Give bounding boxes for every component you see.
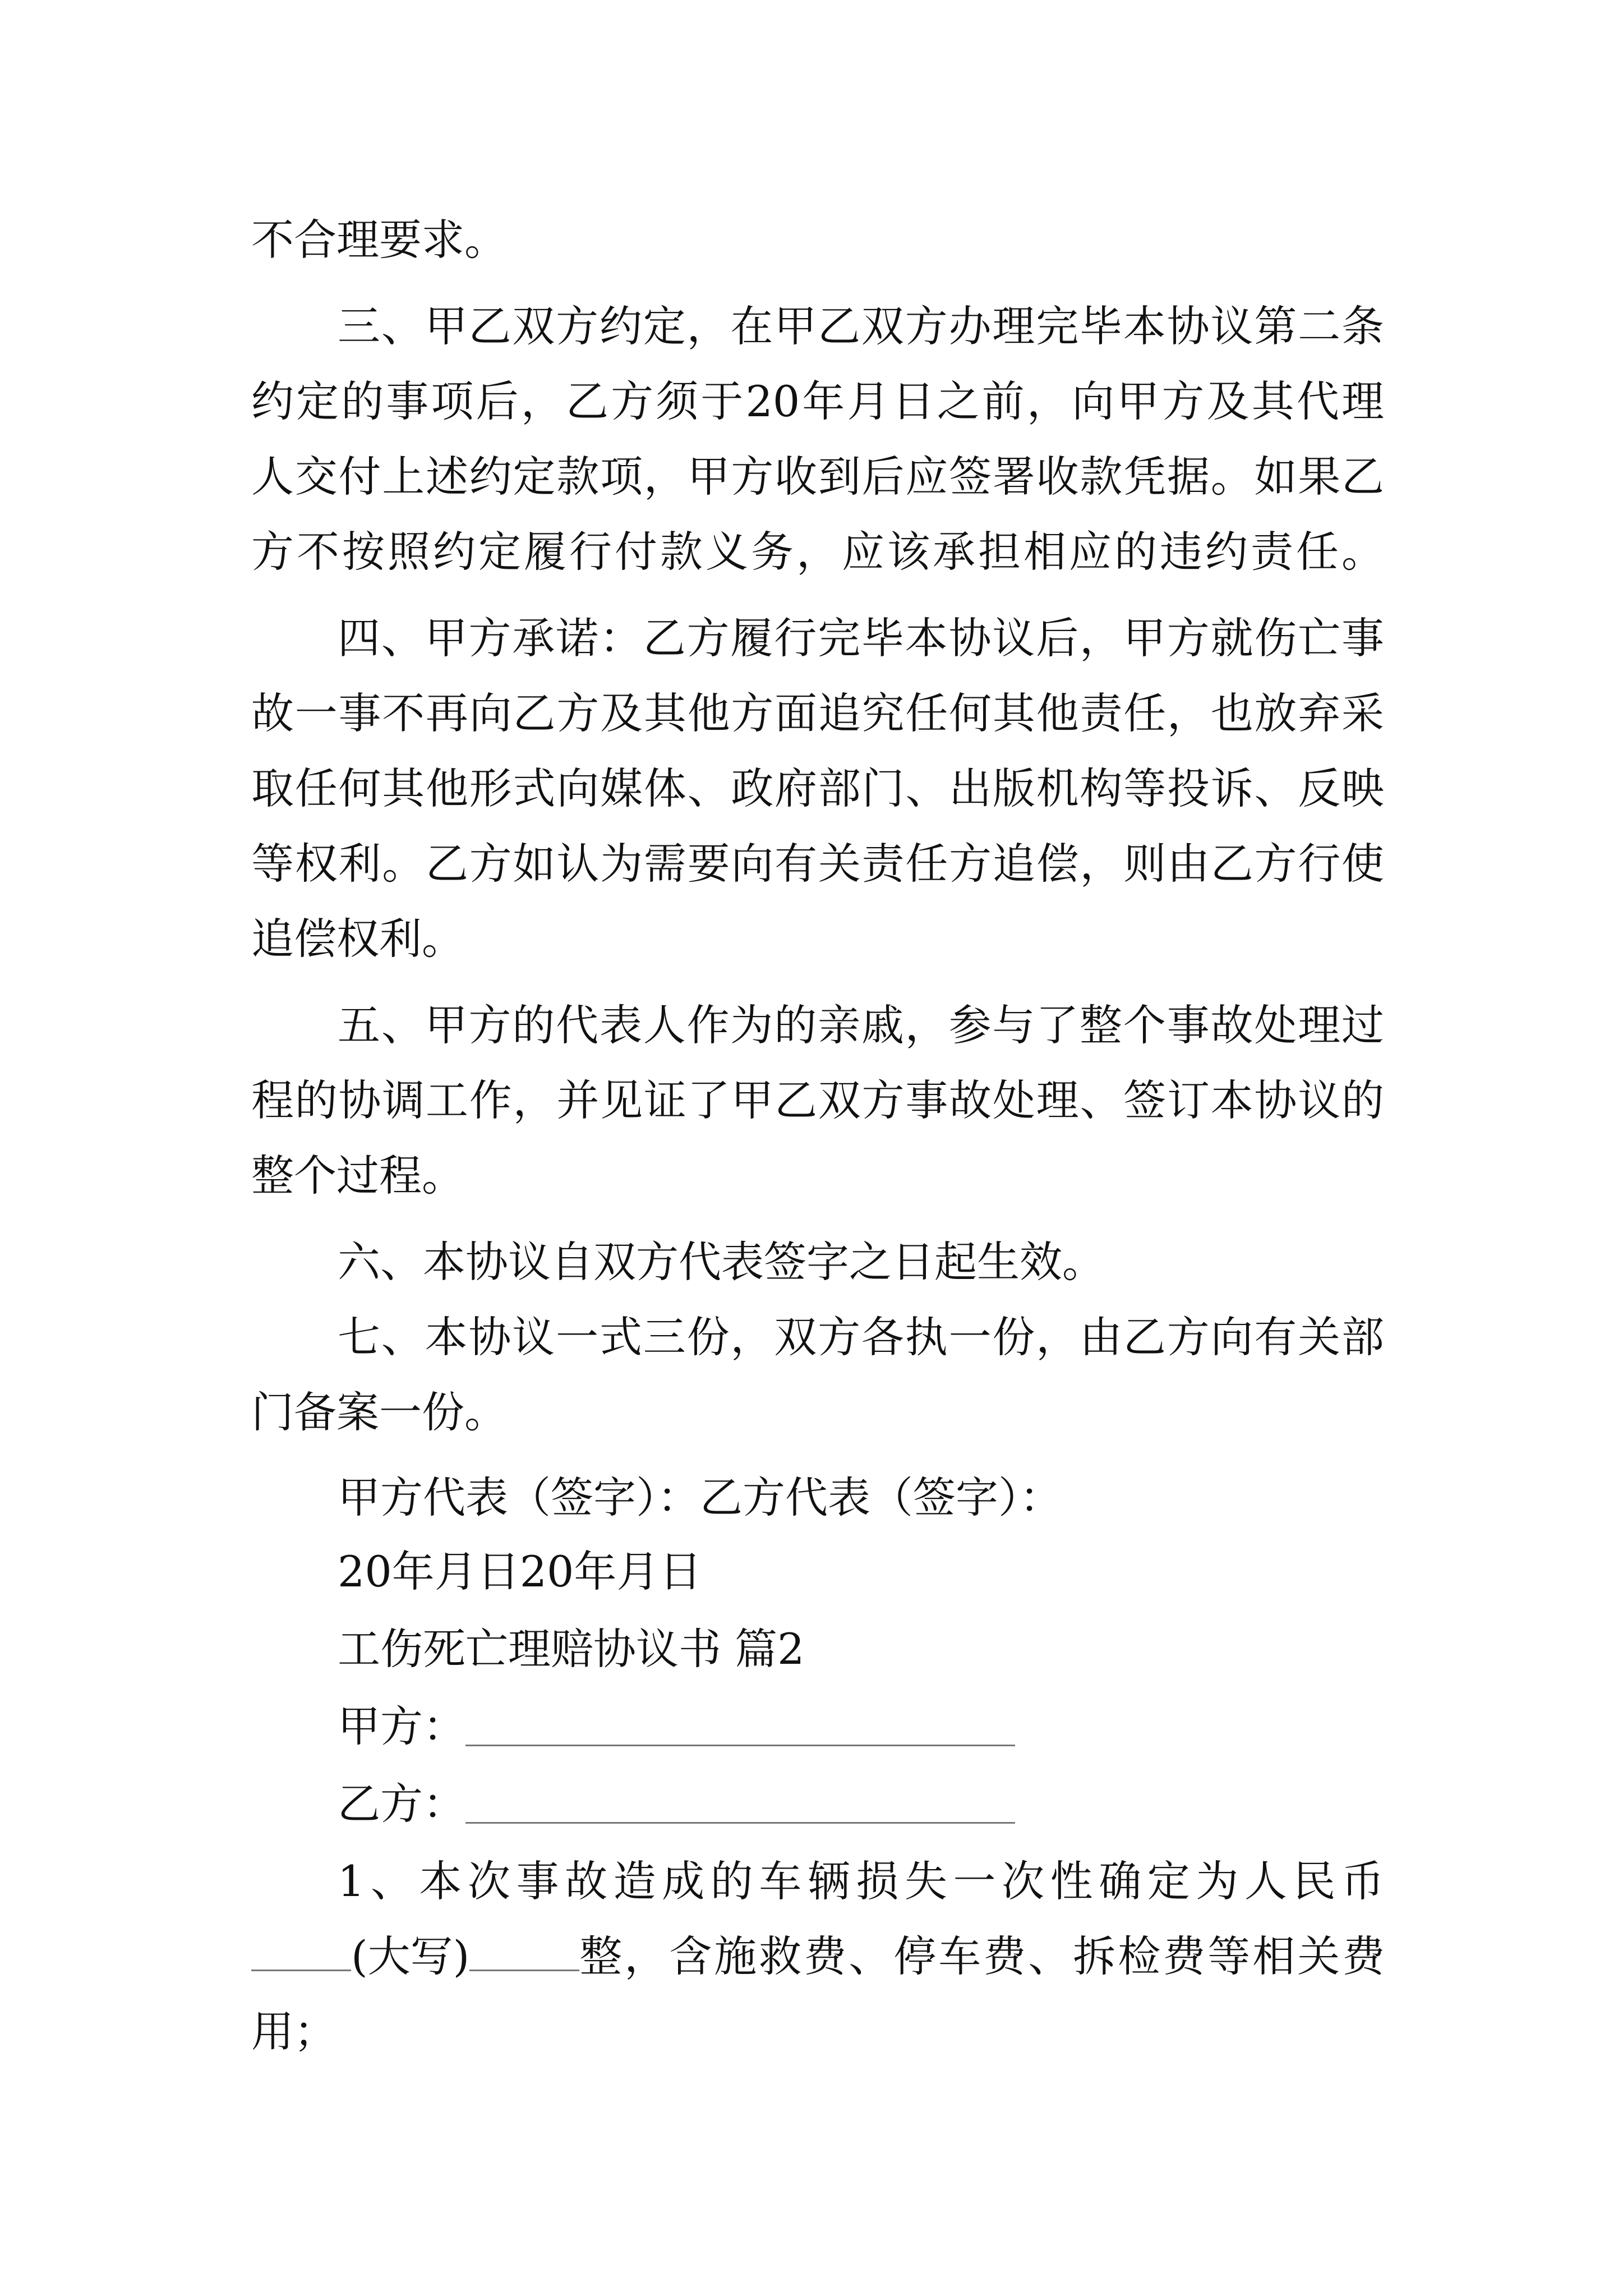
- paragraph-line: 约定的事项后，乙方须于20年月日之前，向甲方及其代理: [251, 376, 1384, 426]
- party-b-label: 乙方：: [338, 1779, 465, 1829]
- paragraph-line: 不合理要求。: [251, 215, 507, 265]
- signature-label-line: 甲方代表（签字）：乙方代表（签字）：: [338, 1473, 1062, 1522]
- paragraph-line: 七、本协议一式三份，双方各执一份，由乙方向有关部: [338, 1312, 1384, 1362]
- paragraph-line: 六、本协议自双方代表签字之日起生效。: [338, 1237, 1105, 1287]
- paragraph-line: 等权利。乙方如认为需要向有关责任方追偿，则由乙方行使: [251, 839, 1384, 889]
- daxie-label: (大写): [351, 1931, 470, 1981]
- paragraph-line: 方不按照约定履行付款义务，应该承担相应的违约责任。: [251, 527, 1384, 577]
- clause-line: 用；: [251, 2007, 336, 2056]
- date-line: 20年月日20年月日: [338, 1547, 702, 1596]
- paragraph-line: 取任何其他形式向媒体、政府部门、出版机构等投诉、反映: [251, 763, 1384, 813]
- paragraph-line: 五、甲方的代表人作为的亲戚，参与了整个事故处理过: [338, 1000, 1384, 1050]
- amount-daxie-blank: [469, 1932, 579, 1971]
- paragraph-line: 程的协调工作，并见证了甲乙双方事故处理、签订本协议的: [251, 1075, 1384, 1125]
- paragraph-line: 门备案一份。: [251, 1387, 507, 1437]
- paragraph-line: 四、甲方承诺：乙方履行完毕本协议后，甲方就伤亡事: [338, 613, 1384, 663]
- clause-text: 整，含施救费、停车费、拆检费等相关费: [579, 1931, 1387, 1981]
- clause-line: 1、本次事故造成的车辆损失一次性确定为人民币: [338, 1856, 1384, 1906]
- paragraph-line: 故一事不再向乙方及其他方面追究任何其他责任，也放弃采: [251, 688, 1384, 738]
- paragraph-line: 人交付上述约定款项，甲方收到后应签署收款凭据。如果乙: [251, 452, 1384, 501]
- paragraph-line: 追偿权利。: [251, 914, 464, 964]
- party-a-label: 甲方：: [338, 1701, 465, 1751]
- clause-line: [251, 1929, 1387, 1985]
- paragraph-line: 整个过程。: [251, 1151, 464, 1200]
- party-b-blank: [465, 1822, 1015, 1824]
- amount-blank: [251, 1932, 351, 1971]
- section-title: 工伤死亡理赔协议书 篇2: [338, 1624, 805, 1674]
- party-a-blank: [465, 1745, 1015, 1746]
- paragraph-line: 三、甲乙双方约定，在甲乙双方办理完毕本协议第二条: [338, 301, 1384, 351]
